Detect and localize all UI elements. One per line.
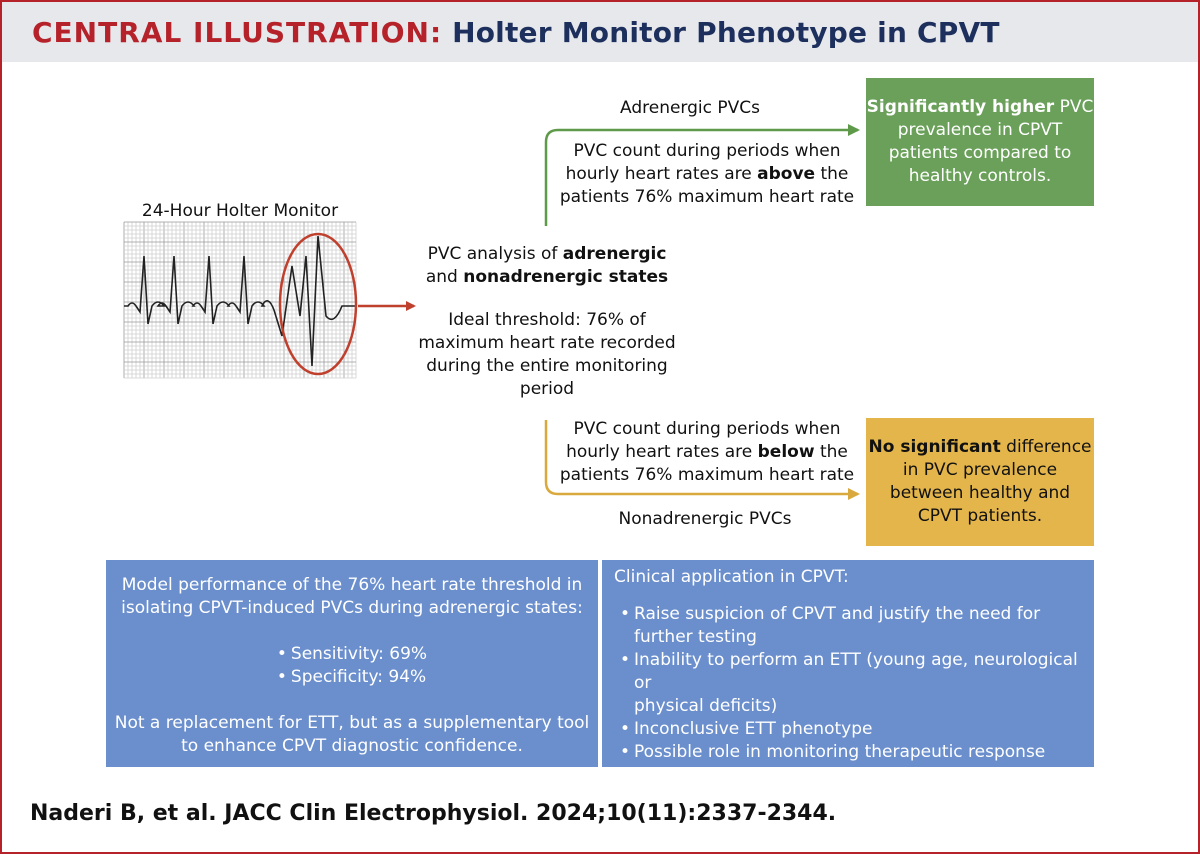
analysis-line-2: and nonadrenergic states	[425, 267, 669, 287]
clinical-item: • Possible role in monitoring therapeutic response	[620, 741, 1094, 764]
analysis-text	[412, 243, 682, 289]
nonadrenergic-result-box: No significant difference in PVC prevalence between healthy and CPVT patients.	[866, 418, 1094, 546]
clinical-item: • Inability to perform an ETT (young age, neurological or physical deficits)	[620, 649, 1094, 718]
nonadrenergic-title: Nonadrenergic PVCs	[618, 509, 792, 529]
specificity-stat: • Specificity: 94%	[277, 666, 427, 689]
clinical-box	[602, 560, 1094, 785]
clinical-heading: Clinical application in CPVT:	[614, 567, 849, 587]
holter-label: 24-Hour Holter Monitor	[141, 201, 339, 221]
sensitivity-stat: • Sensitivity: 69%	[277, 643, 427, 666]
clinical-item: • May reflect "real world" risk assessment	[620, 764, 1094, 787]
adrenergic-result-box: Significantly higher PVC prevalence in CPVT patients compared to healthy controls.	[866, 78, 1094, 206]
citation: Naderi B, et al. JACC Clin Electrophysiol. 2024;10(11):2337-2344.	[30, 801, 837, 826]
analysis-line-1: PVC analysis of adrenergic	[427, 244, 667, 264]
performance-box: Model performance of the 76% heart rate threshold in isolating CPVT-induced PVCs during adrenergic states: • Sensitivity: 69% • Specificity: 94% Not a replacement for ETT, but as a supplementary tool to enhance CPVT diagnostic confidence.	[106, 560, 598, 767]
adrenergic-title: Adrenergic PVCs	[620, 98, 760, 118]
clinical-item: • Inconclusive ETT phenotype	[620, 718, 1094, 741]
adrenergic-description: PVC count during periods when hourly heart rates are above the patients 76% maximum heart rate	[559, 141, 855, 207]
title-label: CENTRAL ILLUSTRATION:	[32, 16, 443, 49]
threshold-text: Ideal threshold: 76% of maximum heart rate recorded during the entire monitoring period	[418, 310, 676, 399]
performance-stats	[277, 643, 427, 689]
nonadrenergic-description: PVC count during periods when hourly heart rates are below the patients 76% maximum heart rate	[559, 419, 855, 485]
clinical-item: • Raise suspicion of CPVT and justify the need for further testing	[620, 603, 1094, 649]
clinical-list	[620, 603, 1094, 787]
title-text: Holter Monitor Phenotype in CPVT	[452, 16, 1000, 49]
